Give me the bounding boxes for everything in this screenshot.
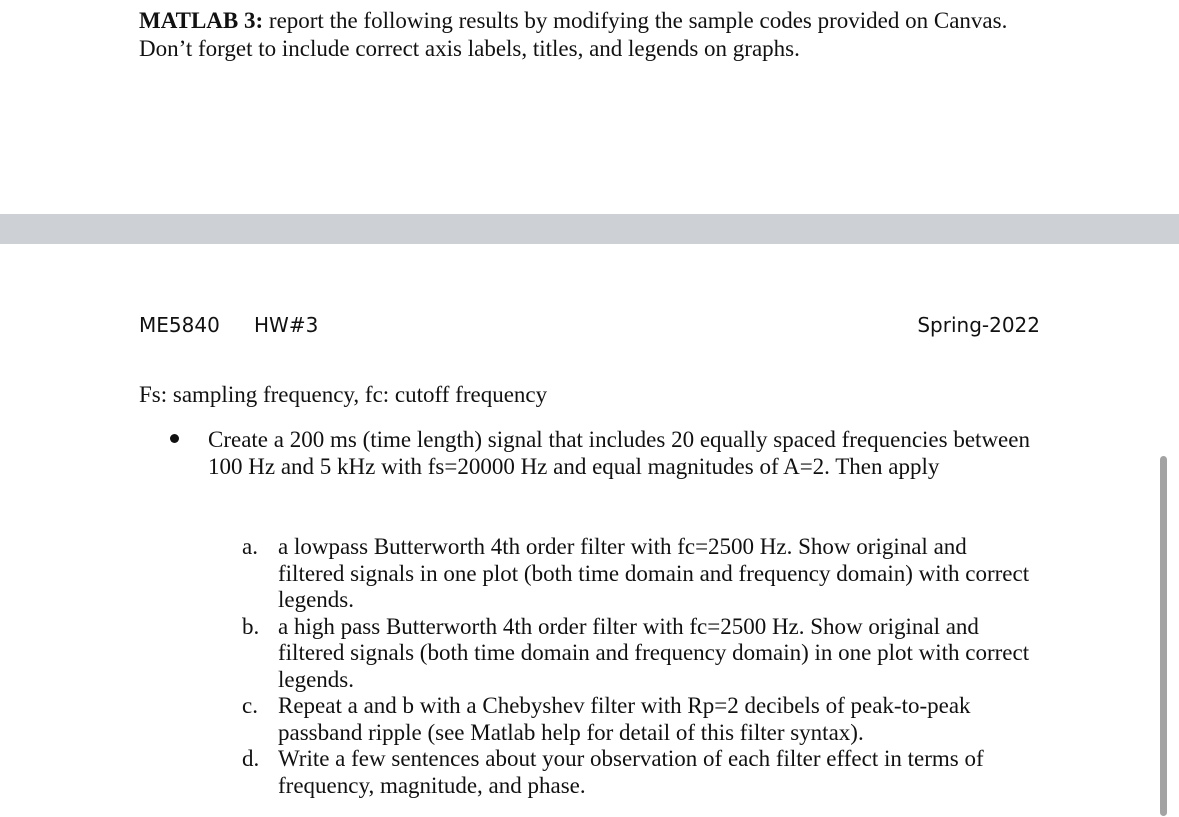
- sub-task-line: Write a few sentences about your observation of each filter effect in terms of: [278, 746, 984, 771]
- sub-task-line: a lowpass Butterworth 4th order filter with fc=2500 Hz. Show original and: [278, 534, 967, 559]
- vertical-scrollbar[interactable]: [1160, 456, 1167, 816]
- bullet-line-1: Create a 200 ms (time length) signal that includes 20 equally spaced frequencies between: [208, 427, 1030, 452]
- sub-task-a: [242, 534, 1042, 614]
- definitions-line: Fs: sampling frequency, fc: cutoff frequency: [139, 382, 548, 407]
- sub-task-body: [278, 693, 1042, 746]
- sub-task-body: [278, 746, 1042, 799]
- sub-task-line: legends.: [278, 666, 355, 692]
- sub-task-line: Repeat a and b with a Chebyshev filter with Rp=2 decibels of peak-to-peak: [278, 693, 971, 718]
- sub-task-line: filtered signals in one plot (both time domain and frequency domain) with correct: [278, 560, 1030, 586]
- bullet-text: [208, 426, 1050, 480]
- sub-task-body: [278, 534, 1042, 614]
- intro-line-2: Don’t forget to include correct axis labels, titles, and legends on graphs.: [139, 36, 800, 61]
- assignment-intro: [139, 7, 1139, 63]
- sub-task-line: frequency, magnitude, and phase.: [278, 772, 586, 798]
- sub-task-marker: d.: [242, 746, 260, 771]
- sub-task-b: [242, 614, 1042, 694]
- sub-task-marker: b.: [242, 613, 260, 639]
- sub-task-line: a high pass Butterworth 4th order filter with fc=2500 Hz. Show original and: [278, 613, 979, 639]
- sub-task-c: [242, 693, 1042, 746]
- page-header: [139, 313, 1040, 339]
- term-label: Spring-2022: [917, 313, 1040, 337]
- intro-line-1: [139, 7, 1139, 35]
- sub-task-body: [278, 614, 1042, 694]
- sub-task-line: filtered signals (both time domain and frequency domain) in one plot with correct: [278, 640, 1030, 665]
- page-break: [0, 214, 1179, 244]
- sub-task-list: [242, 534, 1042, 799]
- sub-task-marker: c.: [242, 693, 258, 718]
- sub-task-marker: a.: [242, 534, 258, 559]
- matlab-label: MATLAB 3:: [139, 8, 264, 33]
- course-code: ME5840: [139, 313, 220, 337]
- homework-number: HW#3: [254, 313, 319, 337]
- sub-task-line: legends.: [278, 587, 355, 612]
- sub-task-line: passband ripple (see Matlab help for detail of this filter syntax).: [278, 719, 864, 745]
- bullet-dot-icon: [170, 434, 179, 443]
- bullet-line-2: 100 Hz and 5 kHz with fs=20000 Hz and equal magnitudes of A=2. Then apply: [208, 454, 940, 479]
- sub-task-d: [242, 746, 1042, 799]
- intro-line-1-text: report the following results by modifying the sample codes provided on Canvas.: [263, 8, 1008, 33]
